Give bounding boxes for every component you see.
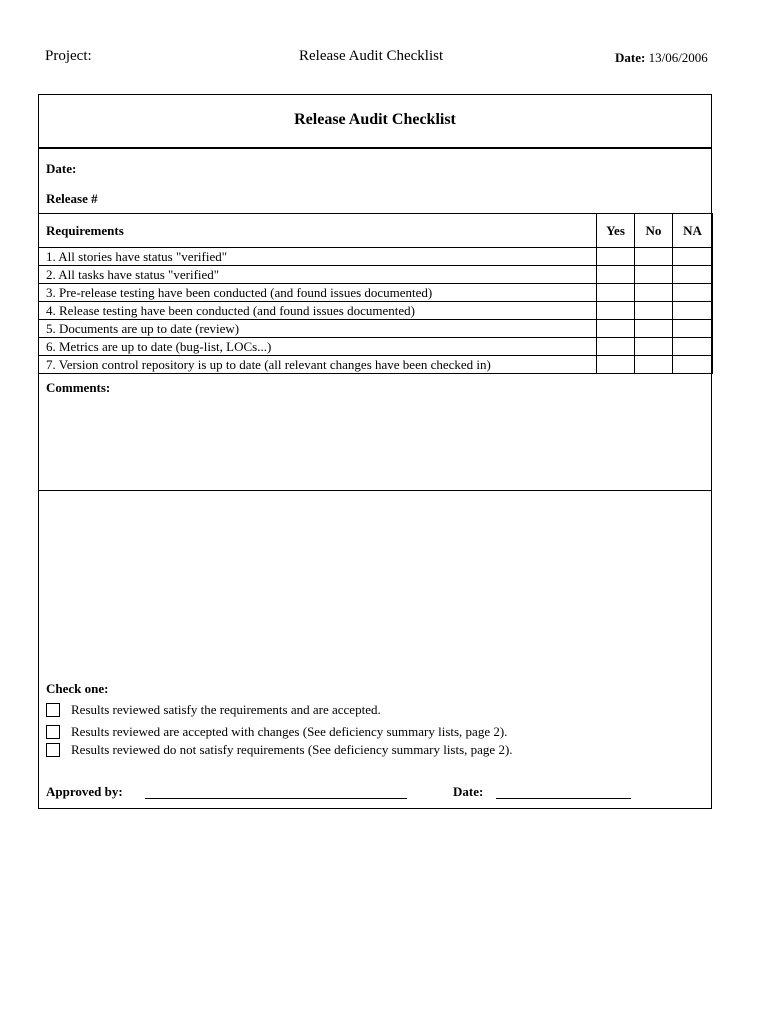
table-row	[39, 320, 713, 338]
yes-cell[interactable]	[597, 248, 635, 266]
requirement-text: 2. All tasks have status "verified"	[39, 266, 597, 284]
table-row	[39, 302, 713, 320]
yes-cell[interactable]	[597, 284, 635, 302]
project-label: Project:	[45, 48, 92, 64]
comments-section[interactable]	[39, 379, 711, 491]
requirement-text: 4. Release testing have been conducted (and found issues documented)	[39, 302, 597, 320]
approval-date-label: Date:	[453, 784, 484, 799]
option-label: Results reviewed satisfy the requirements and are accepted.	[71, 702, 381, 717]
checkbox[interactable]	[46, 725, 60, 739]
requirement-text: 5. Documents are up to date (review)	[39, 320, 597, 338]
yes-cell[interactable]	[597, 356, 635, 374]
no-cell[interactable]	[635, 302, 673, 320]
table-header-row	[39, 214, 713, 248]
na-cell[interactable]	[673, 266, 713, 284]
col-header-requirements: Requirements	[39, 214, 597, 248]
check-one-label: Check one:	[46, 681, 109, 696]
page-header	[0, 48, 768, 68]
comments-label: Comments:	[46, 380, 111, 395]
approved-by-label: Approved by:	[46, 784, 123, 799]
form-title: Release Audit Checklist	[294, 111, 456, 128]
no-cell[interactable]	[635, 248, 673, 266]
na-cell[interactable]	[673, 284, 713, 302]
na-cell[interactable]	[673, 338, 713, 356]
no-cell[interactable]	[635, 266, 673, 284]
approval-date-line[interactable]	[496, 798, 631, 799]
yes-cell[interactable]	[597, 338, 635, 356]
release-number-label: Release #	[46, 191, 98, 206]
no-cell[interactable]	[635, 338, 673, 356]
na-cell[interactable]	[673, 248, 713, 266]
no-cell[interactable]	[635, 356, 673, 374]
header-date-label: Date:	[615, 50, 646, 65]
table-row	[39, 248, 713, 266]
na-cell[interactable]	[673, 356, 713, 374]
col-header-na: NA	[673, 214, 713, 248]
yes-cell[interactable]	[597, 266, 635, 284]
form-title-row	[39, 95, 711, 149]
yes-cell[interactable]	[597, 320, 635, 338]
table-row	[39, 284, 713, 302]
table-row	[39, 356, 713, 374]
header-date	[615, 50, 708, 66]
requirement-text: 6. Metrics are up to date (bug-list, LOCs...)	[39, 338, 597, 356]
requirement-text: 3. Pre-release testing have been conducted (and found issues documented)	[39, 284, 597, 302]
na-cell[interactable]	[673, 302, 713, 320]
checkbox[interactable]	[46, 743, 60, 757]
option-label: Results reviewed are accepted with changes (See deficiency summary lists, page 2).	[71, 724, 508, 739]
col-header-no: No	[635, 214, 673, 248]
na-cell[interactable]	[673, 320, 713, 338]
table-row	[39, 338, 713, 356]
table-row	[39, 266, 713, 284]
header-doc-title: Release Audit Checklist	[299, 48, 444, 64]
checklist-form	[38, 94, 712, 809]
requirements-table	[38, 213, 713, 374]
col-header-yes: Yes	[597, 214, 635, 248]
no-cell[interactable]	[635, 320, 673, 338]
form-date-label: Date:	[46, 161, 77, 176]
approved-by-signature-line[interactable]	[145, 798, 407, 799]
header-date-value: 13/06/2006	[648, 50, 708, 65]
requirement-text: 1. All stories have status "verified"	[39, 248, 597, 266]
yes-cell[interactable]	[597, 302, 635, 320]
option-label: Results reviewed do not satisfy requirements (See deficiency summary lists, page 2).	[71, 742, 513, 757]
checkbox[interactable]	[46, 703, 60, 717]
requirement-text: 7. Version control repository is up to date (all relevant changes have been checked in)	[39, 356, 597, 374]
no-cell[interactable]	[635, 284, 673, 302]
